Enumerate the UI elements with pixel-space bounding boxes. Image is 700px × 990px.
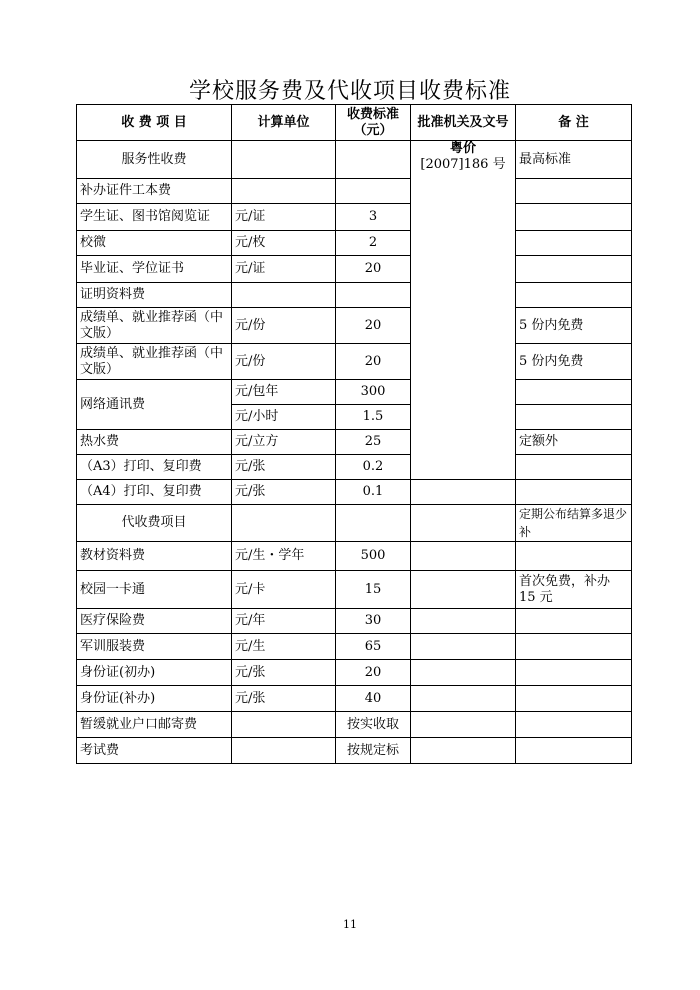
item-cell: 考试费 [77, 738, 232, 764]
table-row [77, 308, 632, 344]
header-approval: 批准机关及文号 [411, 105, 516, 141]
approval-line-1: 粤价 [449, 141, 476, 156]
standard-cell [336, 283, 411, 308]
item-cell: 学生证、图书馆阅览证 [77, 204, 232, 231]
unit-cell: 元/立方 [232, 430, 336, 455]
unit-cell: 元/张 [232, 455, 336, 480]
unit-cell [232, 738, 336, 764]
item-cell: （A4）打印、复印费 [77, 480, 232, 505]
remark-cell: 5 份内免费 [516, 344, 632, 380]
standard-cell: 25 [336, 430, 411, 455]
standard-cell: 65 [336, 634, 411, 660]
item-cell: 毕业证、学位证书 [77, 256, 232, 283]
service-section-label: 服务性收费 [77, 141, 232, 179]
standard-cell: 3 [336, 204, 411, 231]
item-cell: 身份证(初办) [77, 660, 232, 686]
remark-cell [516, 283, 632, 308]
header-standard: 收费标准（元） [336, 105, 411, 141]
table-row [77, 231, 632, 256]
remark-cell [516, 231, 632, 256]
unit-cell: 元/生・学年 [232, 542, 336, 571]
standard-cell: 0.2 [336, 455, 411, 480]
item-cell: 医疗保险费 [77, 609, 232, 634]
table-row [77, 660, 632, 686]
unit-cell: 元/包年 [232, 380, 336, 405]
table-row [77, 712, 632, 738]
item-cell: 热水费 [77, 430, 232, 455]
table-row [77, 204, 632, 231]
remark-cell [516, 179, 632, 204]
unit-cell: 元/张 [232, 686, 336, 712]
table-header-row [77, 105, 632, 141]
unit-cell: 元/年 [232, 609, 336, 634]
unit-cell [232, 179, 336, 204]
remark-cell [516, 204, 632, 231]
item-cell: 教材资料费 [77, 542, 232, 571]
remark-cell [516, 256, 632, 283]
table-row [77, 430, 632, 455]
standard-cell: 按实收取 [336, 712, 411, 738]
collection-section-remark: 定期公布结算多退少补 [516, 505, 632, 542]
item-cell: 补办证件工本费 [77, 179, 232, 204]
remark-cell: 5 份内免费 [516, 308, 632, 344]
approval-cell [411, 141, 516, 480]
item-cell: 校微 [77, 231, 232, 256]
standard-cell: 20 [336, 308, 411, 344]
unit-cell: 元/份 [232, 344, 336, 380]
unit-cell: 元/证 [232, 256, 336, 283]
header-unit: 计算单位 [232, 105, 336, 141]
item-cell: 网络通讯费 [77, 380, 232, 430]
table-row [77, 571, 632, 609]
standard-cell: 按规定标 [336, 738, 411, 764]
remark-cell [516, 660, 632, 686]
table-row [77, 283, 632, 308]
table-row [77, 455, 632, 480]
item-cell: 成绩单、就业推荐函（中文版） [77, 344, 232, 380]
unit-cell: 元/证 [232, 204, 336, 231]
standard-cell: 15 [336, 571, 411, 609]
unit-cell: 元/卡 [232, 571, 336, 609]
standard-cell: 40 [336, 686, 411, 712]
unit-cell [232, 283, 336, 308]
page-title: 学校服务费及代收项目收费标准 [188, 79, 511, 104]
header-remark: 备 注 [516, 105, 632, 141]
item-cell: 证明资料费 [77, 283, 232, 308]
standard-cell: 2 [336, 231, 411, 256]
item-cell: 军训服装费 [77, 634, 232, 660]
item-cell: 暂缓就业户口邮寄费 [77, 712, 232, 738]
table-row [77, 634, 632, 660]
standard-cell: 500 [336, 542, 411, 571]
unit-cell: 元/小时 [232, 405, 336, 430]
standard-cell: 1.5 [336, 405, 411, 430]
unit-cell: 元/生 [232, 634, 336, 660]
unit-cell: 元/张 [232, 660, 336, 686]
item-cell: 身份证(补办) [77, 686, 232, 712]
remark-cell: 首次免费，补办 15 元 [516, 571, 632, 609]
table-row [77, 256, 632, 283]
page-number: 11 [343, 918, 357, 931]
unit-cell: 元/张 [232, 480, 336, 505]
remark-cell: 定额外 [516, 430, 632, 455]
standard-cell: 300 [336, 380, 411, 405]
unit-cell [232, 712, 336, 738]
approval-line-2: [2007]186 号 [420, 157, 506, 172]
remark-cell [516, 609, 632, 634]
table-row [77, 480, 632, 505]
remark-cell [516, 634, 632, 660]
remark-cell [516, 686, 632, 712]
header-item: 收 费 项 目 [77, 105, 232, 141]
standard-cell: 30 [336, 609, 411, 634]
table-row [77, 179, 632, 204]
unit-cell: 元/份 [232, 308, 336, 344]
table-row [77, 738, 632, 764]
service-section-remark: 最高标准 [516, 141, 632, 179]
table-row [77, 344, 632, 380]
item-cell: 成绩单、就业推荐函（中文版） [77, 308, 232, 344]
remark-cell [516, 480, 632, 505]
table-row-network [77, 380, 632, 405]
table-row [77, 686, 632, 712]
item-cell: 校园一卡通 [77, 571, 232, 609]
remark-cell [516, 542, 632, 571]
service-section-row [77, 141, 632, 179]
remark-cell [516, 738, 632, 764]
standard-cell [336, 179, 411, 204]
fee-table [76, 104, 632, 764]
collection-section-row [77, 505, 632, 542]
table-row [77, 609, 632, 634]
remark-cell [516, 455, 632, 480]
table-row [77, 542, 632, 571]
item-cell: （A3）打印、复印费 [77, 455, 232, 480]
standard-cell: 20 [336, 256, 411, 283]
standard-cell: 20 [336, 660, 411, 686]
standard-cell: 0.1 [336, 480, 411, 505]
remark-cell [516, 712, 632, 738]
collection-section-label: 代收费项目 [77, 505, 232, 542]
unit-cell: 元/枚 [232, 231, 336, 256]
standard-cell: 20 [336, 344, 411, 380]
